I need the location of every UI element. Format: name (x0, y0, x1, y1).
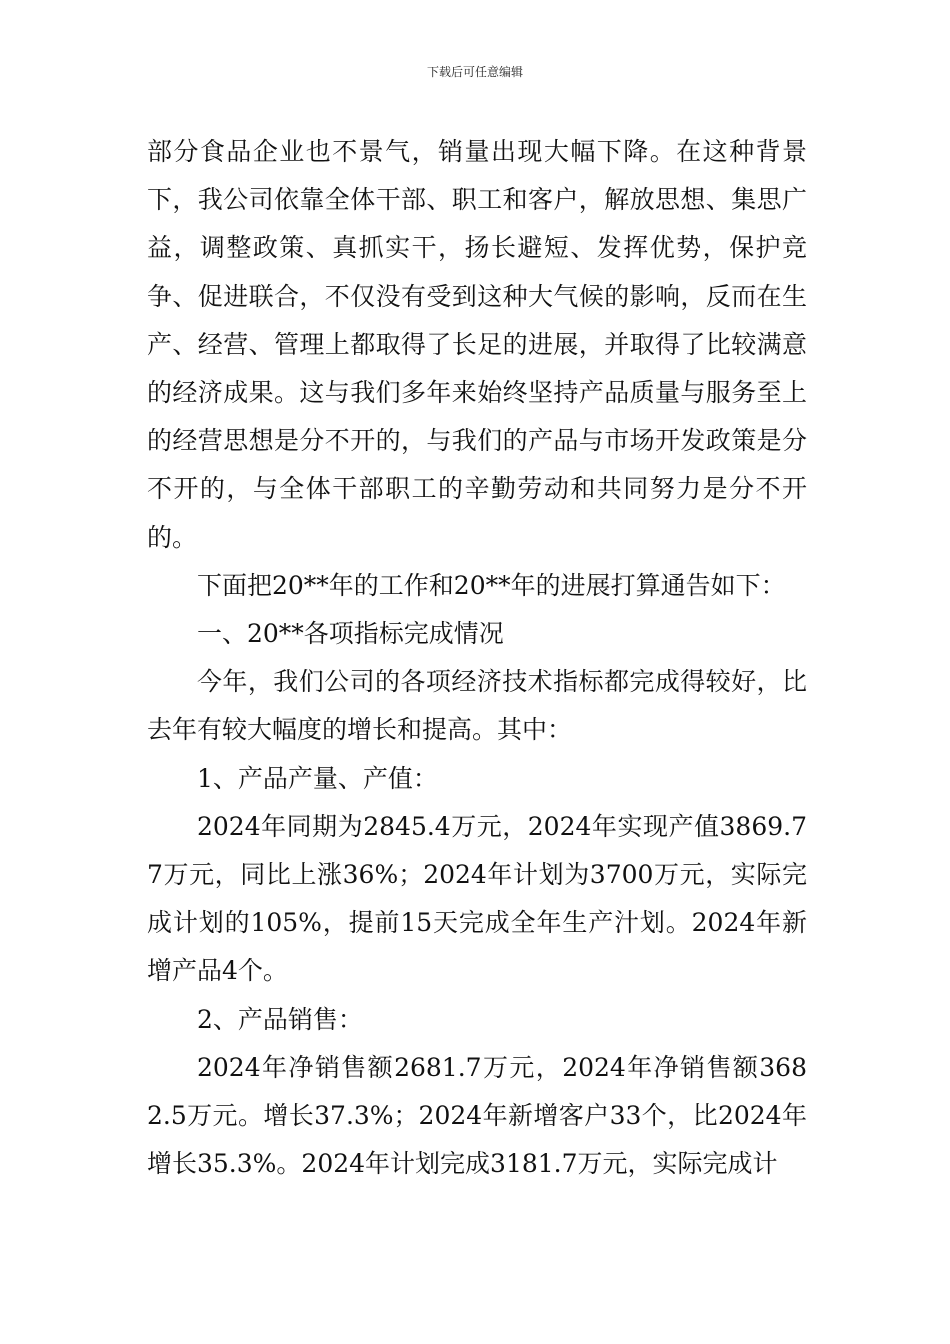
paragraph-summary: 今年，我们公司的各项经济技术指标都完成得较好，比去年有较大幅度的增长和提高。其中： (147, 667, 807, 745)
section-heading-indicators: 一、20**各项指标完成情况 (197, 619, 504, 649)
paragraph-sales: 2024年净销售额2681.7万元，2024年净销售额3682.5万元。增长37.3%；2024年新增客户33个，比2024年增长35.3%。2024年计划完成3181.7万元，实际完成计 (147, 1052, 807, 1179)
subheading-sales: 2、产品销售： (197, 1004, 363, 1034)
subheading-output: 1、产品产量、产值： (197, 763, 438, 793)
paragraph-intro: 下面把20**年的工作和20**年的进展打算通告如下： (197, 570, 786, 600)
page-header: 下载后可任意编辑 (426, 65, 523, 79)
paragraph-background: 部分食品企业也不景气，销量出现大幅下降。在这种背景下，我公司依靠全体干部、职工和客户，解放思想、集思广益，调整政策、真抓实干，扬长避短、发挥优势，保护竞争、促进联合，不仅没有受到这种大气候的影响，反而在生产、经营、管理上都取得了长足的进展，并取得了比较满意的经济成果。这与我们多年来始终坚持产品质量与服务至上的经营思想是分不开的，与我们的产品与市场开发政策是分不开的，与全体干部职工的辛勤劳动和共同努力是分不开的。 (147, 137, 807, 552)
document-body (147, 128, 807, 1188)
paragraph-output: 2024年同期为2845.4万元，2024年实现产值3869.77万元，同比上涨36%；2024年计划为3700万元，实际完成计划的105%，提前15天完成全年生产汁划。2024年新增产品4个。 (147, 811, 807, 986)
